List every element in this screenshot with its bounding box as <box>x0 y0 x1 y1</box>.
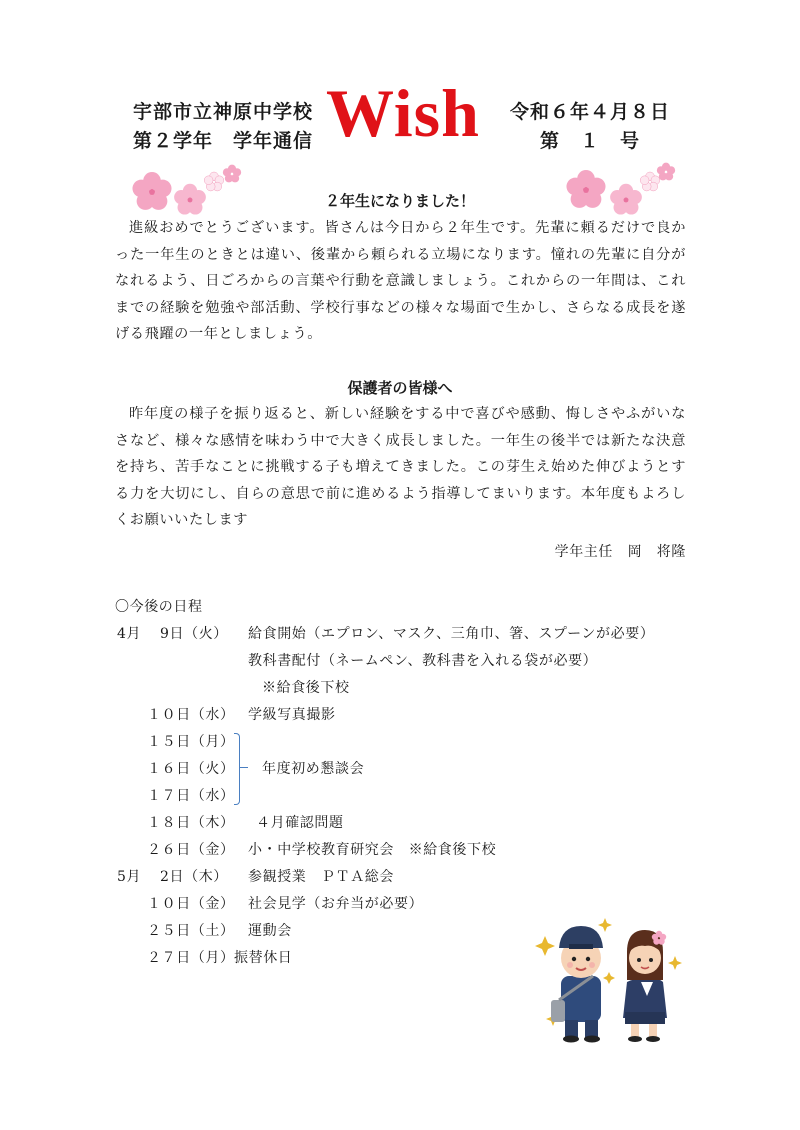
schedule-event: 年度初め懇談会 <box>262 761 365 777</box>
schedule-day: １７日（水） <box>147 788 235 804</box>
schedule-event: 振替休日 <box>234 950 293 966</box>
schedule-month: 5月 <box>117 869 142 885</box>
schedule-day: １８日（木） <box>147 815 235 831</box>
schedule-day: ２５日（土） <box>147 923 235 939</box>
newsletter-label: 第２学年 学年通信 <box>133 130 314 152</box>
schedule-day: 2日（木） <box>160 869 228 885</box>
schedule-day: １６日（火） <box>147 761 235 777</box>
schedule-event: 参観授業 ＰＴＡ総会 <box>248 869 394 885</box>
schedule-day: １０日（水） <box>147 707 235 723</box>
schedule-note: ※給食後下校 <box>262 680 350 696</box>
schedule-event: 教科書配付（ネームペン、教科書を入れる袋が必要） <box>248 653 598 669</box>
schedule-event: 社会見学（お弁当が必要） <box>248 896 424 912</box>
schedule-event: ４月確認問題 <box>256 815 344 831</box>
schedule-heading: 〇今後の日程 <box>115 599 203 615</box>
issue-number: 第 １ 号 <box>540 130 641 152</box>
section-title-promotion: ２年生になりました！ <box>324 192 475 210</box>
schedule-day: ２７日（月） <box>147 950 235 966</box>
signature: 学年主任 岡 将隆 <box>554 544 686 560</box>
section-body-parents: 昨年度の様子を振り返ると、新しい経験をする中で喜びや感動、悔しさやふがいなさなど、様々な感情を味わう中で大きく成長しました。一年生の後半では新たな決意を持ち、苦手なことに挑戦する子も増えてきました。この芽生え始めた伸びようとする力を大切にし、自らの意思で前に進めるよう指導してまいります。本年度もよろしくお願いいたします <box>115 406 686 528</box>
schedule-bracket-tick <box>240 767 248 768</box>
schedule-day: １０日（金） <box>147 896 235 912</box>
school-name: 宇部市立神原中学校 <box>133 101 314 123</box>
schedule-day: ２６日（金） <box>147 842 235 858</box>
schedule-day: １５日（月） <box>147 734 235 750</box>
schedule-event: 小・中学校教育研究会 ※給食後下校 <box>248 842 497 858</box>
issue-date: 令和６年４月８日 <box>510 101 671 123</box>
schedule-event: 運動会 <box>248 923 292 939</box>
section-title-parents: 保護者の皆様へ <box>347 379 453 397</box>
newsletter-title: Wish <box>326 75 480 151</box>
schedule-event: 学級写真撮影 <box>248 707 336 723</box>
schedule-event: 給食開始（エプロン、マスク、三角巾、箸、スプーンが必要） <box>248 626 655 642</box>
students-illustration-icon <box>535 908 685 1043</box>
schedule-day: 9日（火） <box>160 626 228 642</box>
schedule-bracket <box>234 733 240 805</box>
schedule-month: 4月 <box>117 626 142 642</box>
section-body-promotion: 進級おめでとうございます。皆さんは今日から２年生です。先輩に頼るだけで良かった一年生のときとは違い、後輩から頼られる立場になります。憧れの先輩に自分がなれるよう、日ごろからの言葉や行動を意識しましょう。これからの一年間は、これまでの経験を勉強や部活動、学校行事などの様々な場面で生かし、さらなる成長を遂げる飛躍の一年としましょう。 <box>115 220 686 342</box>
